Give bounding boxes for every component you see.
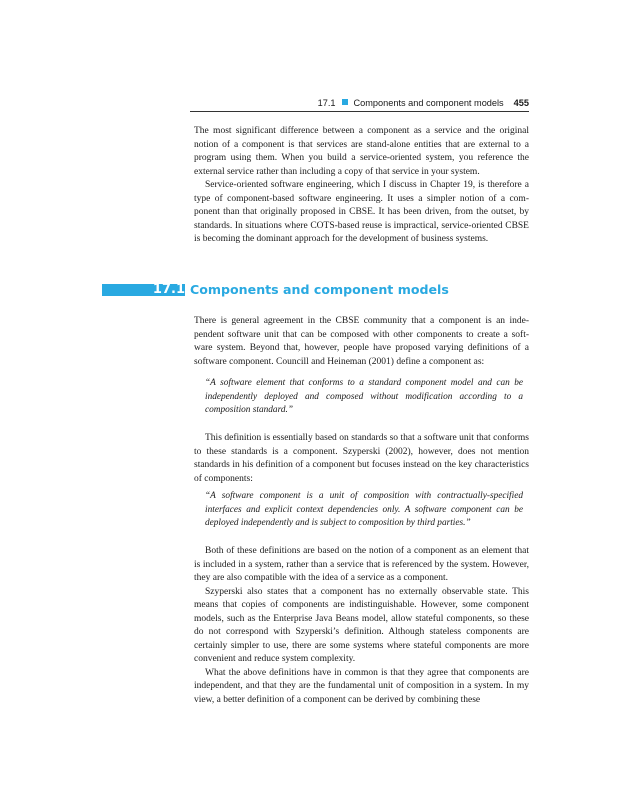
closing-paragraph-3: What the above definitions have in common is that they agree that components are independent, and that they are the fundamental unit of composition in a system. In my view, a better definition of a component can be derived by combining these — [194, 667, 529, 706]
header-rule — [190, 111, 529, 112]
quote-2-block — [194, 490, 529, 531]
intro-paragraph-2: Service-oriented software engineering, which I discuss in Chapter 19, is therefore a type of component-based software engineering. It uses a simpler notion of a com-ponent than that originally proposed in CBSE. It has been driven, from the outset, by standards. In situations where COTS-based reuse is impractical, service-oriented CBSE is becoming the dominant approach for the development of business systems. — [194, 180, 529, 245]
quote-1: “A software element that conforms to a standard component model and can be independently deployed and composed without modification according to a composition standard.” — [205, 378, 523, 416]
intro-paragraph-1: The most significant difference between a component as a service and the original notion of a component is that services are stand-alone entities that are external to a program using them. When you build a service-oriented system, you reference the external service rather than including a copy of that service in your system. — [194, 126, 529, 177]
running-head-title: Components and component models — [353, 98, 504, 108]
closing-paragraph-1: Both of these definitions are based on the notion of a component as an element that is included in a system, rather than a service that is referenced by the system. However, they are also compatible with the idea of a service as a component. — [194, 546, 529, 584]
section-number: 17.1 — [152, 282, 185, 297]
quote-1-block — [194, 377, 529, 418]
section-paragraph-2-block — [194, 432, 529, 486]
square-bullet-icon — [342, 99, 348, 105]
section-paragraph-2: This definition is essentially based on standards so that a software unit that conforms to these standards is a component. Szyperski (2002), however, does not mention standards in his definition of a component but focuses instead on the key characteristics of components: — [194, 433, 529, 484]
section-paragraph-1: There is general agreement in the CBSE community that a component is an inde-pendent software unit that can be composed with other components to create a soft-ware system. Beyond that, however, people have proposed varying definitions of a software component. Councill and Heineman (2001) define a component as: — [194, 316, 529, 367]
section-heading: Components and component models — [190, 282, 449, 297]
running-head-section-number: 17.1 — [317, 98, 336, 108]
closing-text — [194, 545, 529, 708]
page-number: 455 — [513, 98, 529, 108]
quote-2: “A software component is a unit of composition with contractually-specified interfaces and explicit context dependencies only. A software component can be deployed independently and is subject to composition by third parties.” — [205, 491, 523, 529]
section-paragraph-1-block — [194, 315, 529, 369]
closing-paragraph-2: Szyperski also states that a component has no externally observable state. This means that copies of components are indistinguishable. However, some component models, such as the Enterprise Java Beans model, allow stateful components, so these do not correspond with Szyperski’s definition. Although stateless components are certainly simpler to use, there are some systems where stateful components are more convenient and reduce system complexity. — [194, 586, 529, 665]
intro-text — [194, 125, 529, 247]
running-head — [190, 95, 529, 111]
